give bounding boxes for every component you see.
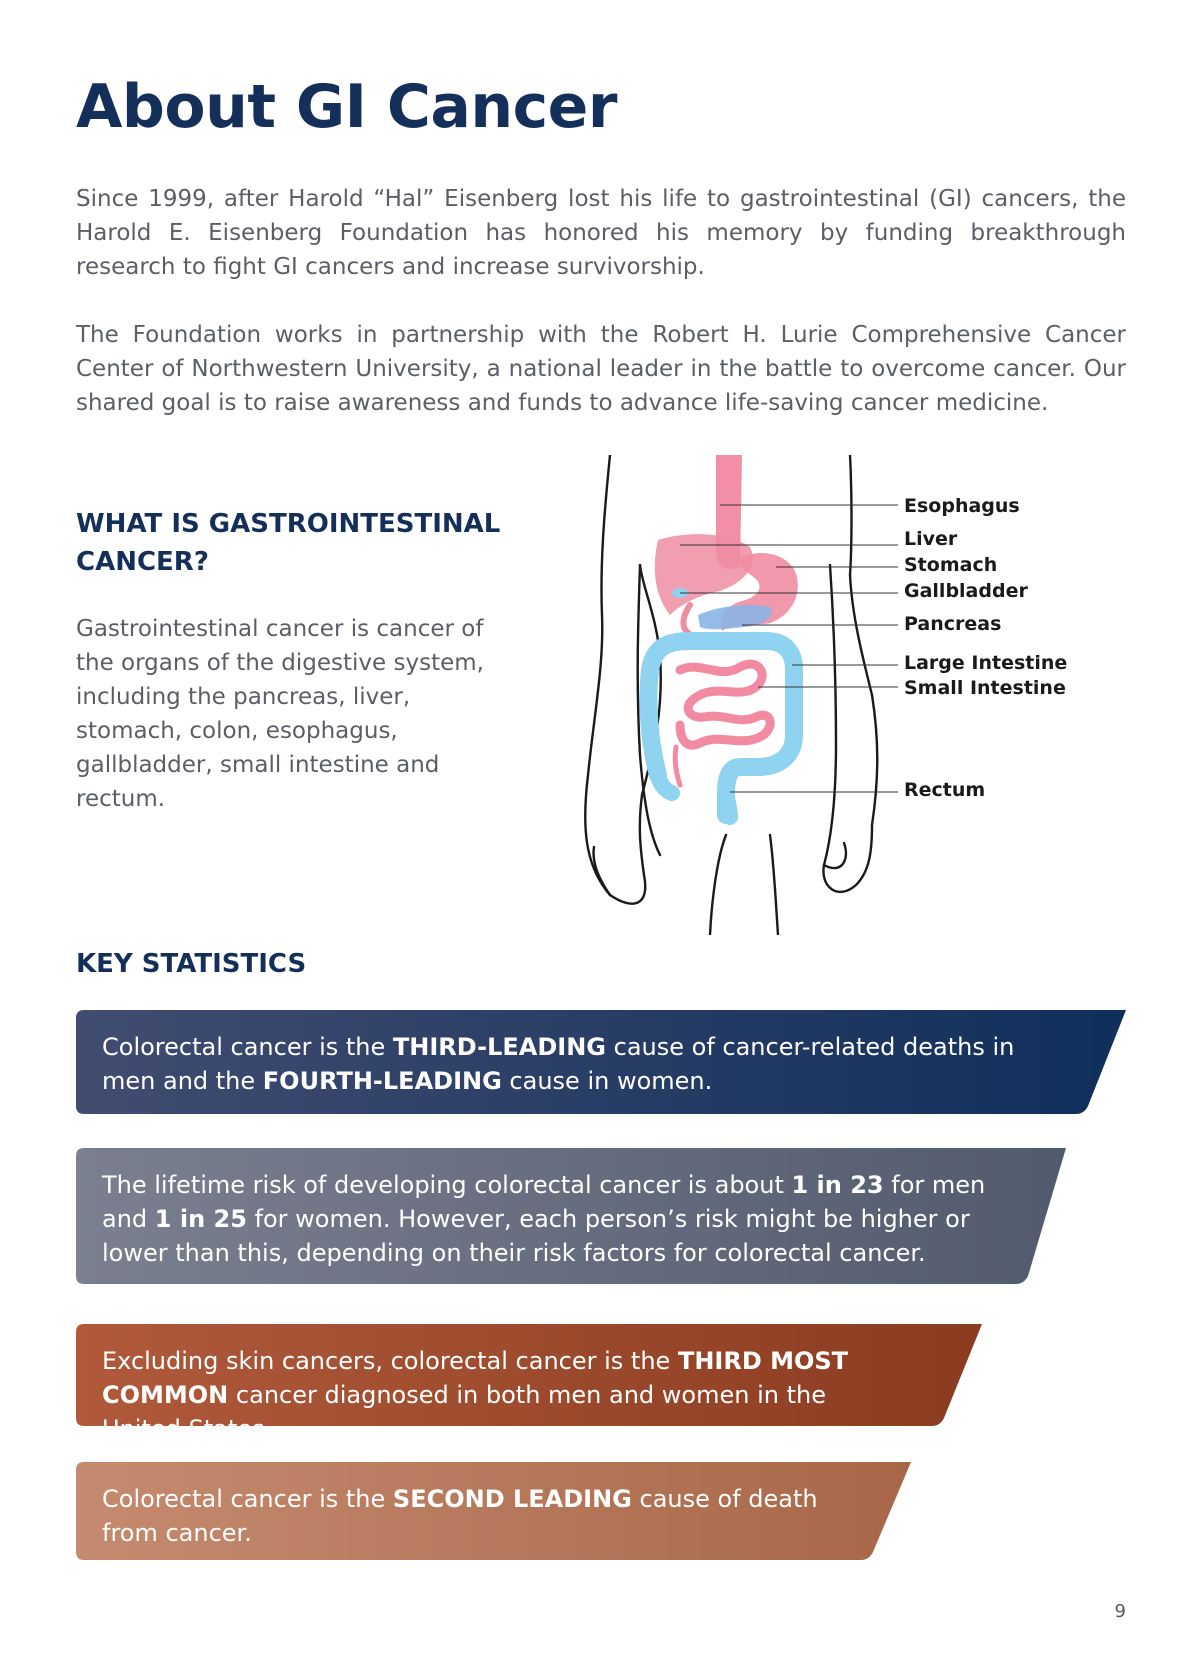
stat-highlight: 1 in 23 — [791, 1171, 884, 1199]
stat-highlight: THIRD-LEADING — [392, 1033, 606, 1061]
stat-text-run: cause of death from cancer. — [102, 1485, 818, 1547]
stat-text-run: Excluding skin cancers, colorectal cancer is the — [102, 1347, 678, 1375]
what-is-gi-cancer-heading: WHAT IS GASTROINTESTINAL CANCER? — [76, 509, 501, 577]
label-gallbladder: Gallbladder — [904, 580, 1028, 602]
page-title: About GI Cancer — [76, 72, 617, 142]
stat-text-run: cause in women. — [501, 1067, 713, 1095]
label-stomach: Stomach — [904, 554, 998, 576]
label-pancreas: Pancreas — [904, 613, 1002, 635]
stat-highlight: 1 in 25 — [154, 1205, 247, 1233]
what-is-gi-cancer-body: Gastrointestinal cancer is cancer of the organs of the digestive system, including the pancreas, liver, stomach, colon, esophagus, gallbladder, small intestine and rectum. — [76, 616, 484, 812]
stat-card — [76, 1324, 982, 1443]
rectum-shape — [726, 785, 730, 817]
label-rectum: Rectum — [904, 779, 986, 801]
digestive-system-diagram — [580, 455, 1120, 935]
stat-text — [102, 1482, 833, 1550]
small-intestine-shape — [680, 664, 770, 745]
stat-highlight: FOURTH-LEADING — [262, 1067, 502, 1095]
label-liver: Liver — [904, 528, 958, 550]
stat-text — [102, 1168, 988, 1270]
page-number: 9 — [1114, 1601, 1126, 1622]
pancreas-shape — [698, 605, 772, 629]
label-esophagus: Esophagus — [904, 495, 1020, 517]
stat-card — [76, 1148, 1066, 1284]
stat-text-run: Colorectal cancer is the — [102, 1033, 393, 1061]
stat-card — [76, 1010, 1126, 1114]
label-small-intestine: Small Intestine — [904, 677, 1066, 699]
key-statistics-heading: KEY STATISTICS — [76, 949, 307, 979]
stat-card — [76, 1462, 911, 1560]
stat-text-run: for women. However, each person’s risk might be higher or lower than this, depending on their risk factors for colorectal cancer. — [102, 1205, 970, 1267]
stat-text-run: Colorectal cancer is the — [102, 1485, 393, 1513]
stat-text-run: cancer diagnosed in both men and women in the United States. — [102, 1381, 826, 1443]
label-large-intestine: Large Intestine — [904, 652, 1068, 674]
stat-highlight: SECOND LEADING — [392, 1485, 632, 1513]
stat-highlight: THIRD MOST COMMON — [102, 1347, 849, 1409]
stat-text — [102, 1344, 904, 1446]
intro-paragraph-1: Since 1999, after Harold “Hal” Eisenberg lost his life to gastrointestinal (GI) cancers, the Harold E. Eisenberg Foundation has honored his memory by funding breakthrough research to fight GI cancers and increase survivorship. — [76, 186, 1126, 280]
stat-text-run: cause of cancer-related deaths in men and the — [102, 1033, 1015, 1095]
intro-paragraph-2: The Foundation works in partnership with the Robert H. Lurie Comprehensive Cancer Center of Northwestern University, a national leader in the battle to overcome cancer. Our shared goal is to raise awareness and funds to advance life-saving cancer medicine. — [76, 322, 1126, 416]
stat-text-run: for men and — [102, 1171, 986, 1233]
stat-text-run: The lifetime risk of developing colorectal cancer is about — [102, 1171, 792, 1199]
stat-text — [102, 1030, 1048, 1098]
